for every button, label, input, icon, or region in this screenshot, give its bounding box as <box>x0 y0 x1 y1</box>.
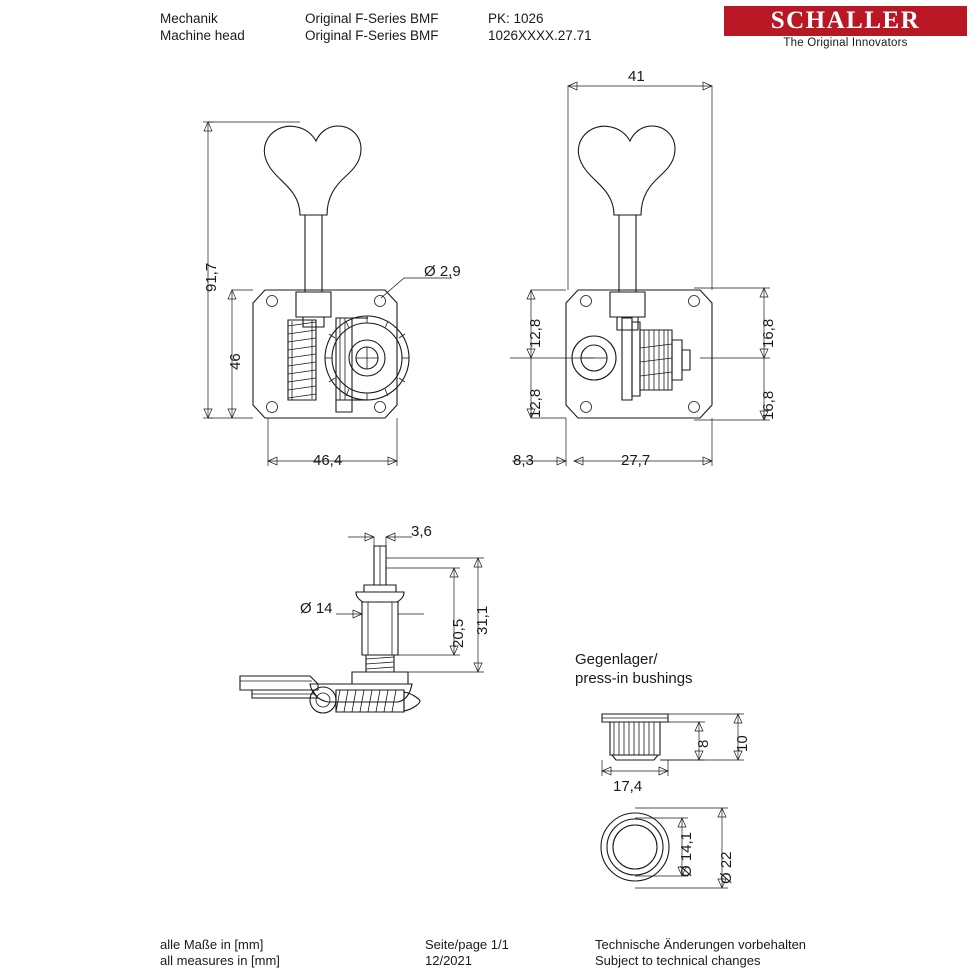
bushing-block-label <box>575 650 693 688</box>
dim-bushing-total-height: 10 <box>734 735 751 752</box>
bushing-side-dimensions <box>602 714 744 776</box>
dim-front-total-height: 91,7 <box>203 262 220 292</box>
dim-side-upper-left: 12,8 <box>527 318 544 348</box>
dim-top-post-width: 3,6 <box>411 523 432 540</box>
dim-top-height-inner: 20,5 <box>450 618 467 648</box>
dim-front-plate-width: 46,4 <box>313 452 343 469</box>
footer-units <box>160 937 280 969</box>
top-view-geometry <box>240 546 420 713</box>
footer-date: 12/2021 <box>425 953 472 968</box>
dim-bushing-body-height: 8 <box>695 739 712 748</box>
header-text-de: Mechanik <box>160 11 218 26</box>
footer-disclaimer-en: Subject to technical changes <box>595 953 761 968</box>
dim-top-post-diameter: Ø 14 <box>300 600 333 617</box>
header-article-number: 1026XXXX.27.71 <box>488 28 592 43</box>
logo-wordmark: SCHALLER <box>770 7 921 34</box>
bushing-label-de: Gegenlager/ <box>575 651 658 668</box>
footer-units-de: alle Maße in [mm] <box>160 937 264 952</box>
dim-side-upper-right: 16,8 <box>760 318 777 348</box>
dim-side-lower-left: 12,8 <box>527 388 544 418</box>
logo-tagline: The Original Innovators <box>783 37 908 49</box>
dim-side-lower-right: 16,8 <box>760 390 777 420</box>
dim-side-base-left: 8,3 <box>513 452 534 469</box>
header-pk-number: PK: 1026 <box>488 11 544 26</box>
dim-side-top-width: 41 <box>628 68 645 85</box>
sheet-footer <box>0 937 979 971</box>
top-view-dimensions <box>336 533 484 672</box>
dim-bushing-inner-diameter: Ø 14,1 <box>678 831 695 877</box>
side-view-geometry <box>566 126 712 418</box>
footer-units-en: all measures in [mm] <box>160 953 280 968</box>
dim-side-base-right: 27,7 <box>621 452 651 469</box>
bushing-side-geometry <box>602 714 668 760</box>
footer-disclaimer <box>595 937 806 969</box>
footer-page <box>425 937 509 969</box>
bushing-top-geometry <box>601 813 669 881</box>
footer-disclaimer-de: Technische Änderungen vorbehalten <box>595 937 807 952</box>
dim-bushing-outer-diameter: Ø 22 <box>718 851 735 884</box>
header-model-en: Original F-Series BMF <box>305 28 439 43</box>
dim-top-height-outer: 31,1 <box>474 605 491 635</box>
front-view-dimensions <box>203 122 452 466</box>
header-text-en: Machine head <box>160 28 245 43</box>
front-view-geometry <box>253 126 409 418</box>
dim-front-plate-height: 46 <box>227 353 244 370</box>
footer-page-number: Seite/page 1/1 <box>425 937 509 952</box>
bushing-label-en: press-in bushings <box>575 670 693 687</box>
side-view-dimensions <box>510 82 770 466</box>
header-model-de: Original F-Series BMF <box>305 11 439 26</box>
dim-bushing-flange-width: 17,4 <box>613 778 643 795</box>
dim-front-hole-diameter: Ø 2,9 <box>424 263 461 280</box>
